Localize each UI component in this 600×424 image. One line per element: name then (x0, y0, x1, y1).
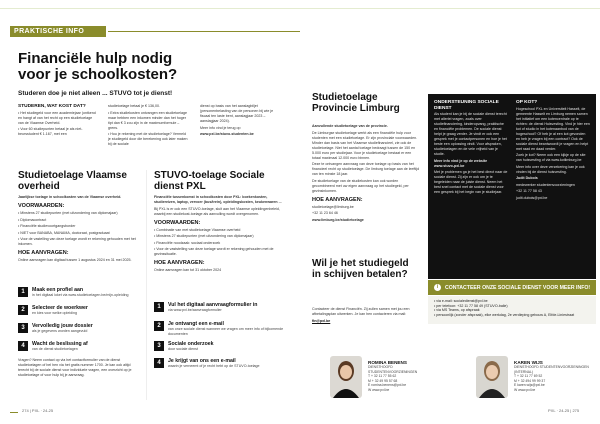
vlaams-title: Studietoelage Vlaamse overheid (18, 170, 127, 192)
limburg-title: Studietoelage Provincie Limburg (312, 92, 400, 114)
person-photo-icon (330, 356, 362, 398)
pxl-condition: • Voor de vaststelling van deze toelage wordt er rekening gehouden met de gezinssituatie. (154, 247, 274, 256)
person-line: T + 32 11 77 69 52 (514, 374, 543, 378)
limburg-text: De studietoelage van de studiekosten kan ook worden gecombineerd met uw eigen aanvraag op het studiegeld, per gezinsinkomen. (312, 178, 409, 193)
ondersteuning-link[interactable]: Meer info vind je op de website www.stuvo-pxl.be (434, 158, 488, 168)
person-line[interactable]: E karen.wijs@pxl.be (514, 383, 545, 387)
pxl-aanvragen-heading: HOE AANVRAGEN: (154, 260, 205, 266)
person-role: DIENSTHOOFD STUDENTENVOORZIENINGEN (368, 365, 418, 374)
stuvo-link[interactable]: www.pxl.be/stuvo-studenten.be (200, 132, 254, 136)
step-number: 3 (18, 323, 28, 333)
op-kot-col (516, 100, 590, 202)
person-line[interactable]: W www.pxl.be (514, 387, 536, 392)
step-sub: van de dienst studietoelagen (32, 347, 78, 351)
limburg-body (312, 124, 420, 224)
person-card-1 (368, 360, 428, 392)
contact-role: medewerker studentenvoorzieningen (516, 182, 575, 187)
schijven-title: Wil je het studiegeld in schijven betalen? (312, 258, 409, 280)
person-line: M + 32 49 95 57 68 (368, 378, 398, 383)
step-sub: van onze sociale dienst wanneer we vragen om meer info of bijkomende documenten (168, 327, 284, 336)
step-title: Selecteer de woerkwer (32, 305, 88, 311)
step-title: Sociale onderzoek (168, 341, 214, 347)
step-title: Je ontvangt een e-mail (168, 321, 224, 327)
contact-banner (428, 280, 596, 295)
intro-item: • Voor 60 studiepunten betaal je als niet-beursstudent € 1.167, met een (18, 127, 83, 136)
pxl-step-3 (154, 341, 284, 352)
pxl-step-4 (154, 358, 284, 369)
avatar (330, 356, 362, 398)
intro-col-3 (200, 104, 282, 139)
vlaams-condition: • Diplomacontract (18, 217, 47, 222)
ondersteuning-text: Met je problemen ga je het best direct naar de sociale dienst. Zij zijn er ook om je te begeleiden naar de juiste dienst. Neem het best snel contact met de sociale dienst voor een gesprek bij het begin van je studiejaar. (434, 170, 508, 194)
op-kot-heading: OP KOT? (516, 100, 538, 105)
vlaams-condition: • Voor de vastelling van deze toelage wordt er rekening gehouden met het inkomen. (18, 237, 136, 246)
step-sub: als je gegevens worden aangevuld (32, 329, 88, 333)
info-box (428, 94, 596, 279)
person-name: KAREN WIJS (514, 360, 543, 365)
step-title: Maak een profiel aan (32, 287, 84, 293)
vlaams-condition: • Financiële studievoortgangsborder (18, 224, 76, 228)
step-number: 4 (154, 358, 164, 368)
schijven-text: Contacteer de dienst Financiën. Zij zullen samen met jou een afbetalingsplan uitwerken. Je kan hen contacteren via mail: (312, 307, 410, 316)
contact-line[interactable]: • via e-mail: socialedienst@pxl.be (434, 299, 488, 303)
op-kot-text: Meer info over deze verzekering kan je ook vinden bij de dienst huisvesting. (516, 164, 585, 174)
intro-col-1 (18, 104, 96, 139)
intro-item: • Hou je rekening met de studietoelage? Vermeld je studiegeld door die berekening ook later maken bij de sociale (108, 132, 188, 146)
schijven-body (312, 307, 420, 325)
vlaams-condition: • NIET voor BANABA, MANAMA, doctoraat, postgraduaat (18, 230, 110, 235)
contact-name: Judit Dubois (516, 176, 538, 180)
intro-heading: STUDEREN, WAT KOST DAT? (18, 104, 86, 109)
intro-item: Meer info vind je terug op (200, 125, 241, 130)
avatar (476, 356, 508, 398)
limburg-link[interactable]: www.limburg.be/studietoelage (312, 217, 364, 222)
pxl-condition: • Financiële noodzaak: sociaal onderzoek (154, 240, 221, 245)
ondersteuning-col (434, 100, 508, 197)
step-sub: waarin je verneemt of je recht hebt op de STUVO-toelage (168, 364, 260, 368)
vlaams-intro: Jaarlijkse toelage in schoolkosten van de Vlaamse overheid. (18, 195, 122, 199)
intro-item: • Het studiegeld voor een academiejaar (ontkend en hangt af van het recht op een studietoelage van de Vlaamse Overheid. (18, 110, 96, 125)
op-kot-text: Hogeschool PXL en Universiteit Hasselt, de gemeente Hasselt en Limburg nemen samen het initiatief om een kotencentrale op te richten: de dienst Huisvesting. Vind je hier een kot of studio in het kotenaanbod van de hogeschool? Of heb je al een kot gevonden en heb je vragen bij een contract? Ook de sociale dienst beantwoordt je vragen en helpt met raad en daad verder. (516, 106, 590, 151)
pxl-step-2 (154, 321, 284, 336)
contact-mail[interactable]: judit.dubois@pxl.be (516, 195, 548, 200)
limburg-phone: +32 11 23 64 46 (312, 211, 338, 215)
ondersteuning-heading: ONDERSTEUNING SOCIALE DIENST (434, 100, 499, 111)
op-kot-text: Zoek je kot? Neem ook een kijkje op de site van huisvesting of via www.kotlimburg.be (516, 153, 586, 162)
lead-text: Studeren doe je niet alleen ... STUVO tot je dienst! (18, 90, 173, 97)
contact-line: • via MS Teams, op afspraak (434, 308, 480, 312)
person-line[interactable]: E romina.benens@pxl.be (368, 383, 407, 387)
page-title: Financiële hulp nodig voor je schoolkosten? (18, 50, 178, 83)
vlaams-condition: • Minstens 27 studiepunten (met uitzondering van diplomajaar) (18, 211, 118, 215)
fin-mail-link[interactable]: fin@pxl.be (312, 318, 331, 323)
vlaams-step-4 (18, 341, 138, 352)
vlaams-step-1 (18, 287, 138, 298)
pxl-voorwaarden-heading: VOORWAARDEN: (154, 219, 201, 226)
footer-right: PXL · 24-25 | 275 (548, 408, 580, 413)
intro-item: studietoelage betaal je € 136,00. (108, 104, 160, 108)
contact-banner-label: CONTACTEER ONZE SOCIALE DIENST VOOR MEER INFO! (445, 284, 591, 291)
pxl-extra: Bij PXL is er ook een STUVO-toelage, sluit aan het Vlaamse opleidingenbeleid, waarbij een studiekost-toelage als aanvulling wordt overgenomen. (154, 206, 280, 216)
step-number: 2 (18, 305, 28, 315)
person-line[interactable]: W www.pxl.be (368, 387, 390, 392)
footer-left: 274 | PXL · 24-25 (22, 408, 54, 413)
pxl-body (154, 195, 284, 275)
step-number: 1 (18, 287, 28, 297)
vlaams-voorwaarden-heading: VOORWAARDEN: (18, 203, 65, 209)
vlaams-footnote: Vragen? Neem contact op via het contactformulier van de dienst studietoelagen of bel hen via het gratis nummer 1700. Je kan ook altijd terecht bij de sociale dienst voor individuele vragen, een overzicht op je studietoelage of voor hulp bij je aanvraag. (18, 358, 132, 377)
footer-accent (10, 412, 18, 413)
step-title: Vervolledig jouw dossier (32, 323, 93, 329)
person-photo-icon (476, 356, 508, 398)
person-line: M + 32 494 99 99 37 (514, 378, 546, 383)
step-number: 1 (154, 302, 164, 312)
limburg-text: Deze te ontvangen aanvraag van deze toelage op basis van het financieel recht op studietoelage. De limburg toelage aan de leeftijd van ten minste 18 jaar. (312, 162, 420, 176)
contact-list (428, 296, 596, 324)
vlaams-step-2 (18, 305, 138, 316)
top-rule (0, 8, 600, 9)
pxl-title: STUVO-toelage Sociale dienst PXL (154, 170, 265, 192)
vlaams-step-3 (18, 323, 138, 334)
pxl-intro: Financiële tussenkomst in schoolkosten door PXL: boekenkosten, studiereizen, laptop, vervoer (bus/trein), opleidingskosten, keukenwaren ... (154, 195, 282, 204)
step-title: Wacht de beslissing af (32, 341, 88, 347)
limburg-text: De Limburgse studietoelage werkt als een financiële hulp voor studenten met een studietoelage. Er zijn provinciale voorwaarden. Minder dan basis van het Vlaamse studiefinancieel, zie ook de studietoelage. Niet het aantal toelage bedraagt tussen de 150 en 5.000 euro per studiejaar. Voor je studietoelage bestaat er een totaal maximaal 12.000 euro binnen. (312, 130, 418, 160)
vlaams-aanvragen-text: Online aanvragen kan digitaal tussen 1 augustus 2024 en 31 mei 2025. (18, 258, 132, 262)
step-sub: en kies voor welke opleiding (32, 311, 77, 315)
step-number: 2 (154, 321, 164, 331)
step-sub: in het digitaal loket via www.studietoelagen.be/mijn-opleiding (32, 293, 129, 297)
ondersteuning-text: Als student kan je bij de sociale dienst terecht met allerlei vragen, zoals over studiefinanciering, kinderopvang, praktische en financiële problemen. De sociale dienst helpt je graag verder. Je vindt er ook een gesprek met je contactpersonen en hoe je het beste een oplossing vindt. Voor afspraken, studietoelagen en de vele vrijheid van je studie. (434, 112, 507, 156)
vlaams-body (18, 195, 138, 265)
column-divider (146, 170, 147, 400)
pxl-condition: • Minstens 27 studiepunten (met uitzondering van diplomajaar) (154, 234, 254, 238)
step-number: 4 (18, 341, 28, 351)
limburg-sub: Aanvullende studietoelage van de provincie. (312, 124, 388, 128)
pxl-aanvragen-text: Online aanvragen kan tot 31 oktober 2024 (154, 268, 222, 272)
pxl-condition: • Combinatie van met studietoelage Vlaamse overheid (154, 227, 241, 232)
limburg-mail[interactable]: studietoelage@limburg.be (312, 204, 354, 209)
contact-tel: +32 11 77 58 43 (516, 189, 542, 193)
person-role: DIENSTHOOFD STUDENTENVOORZIENINGEN (INTERNAL) (514, 365, 589, 374)
step-title: Je krijgt van ons een e-mail (168, 358, 236, 364)
contact-line: • per telefoon: +32 11 77 58 49 (STUVO-balie) (434, 303, 508, 308)
intro-col-2 (108, 104, 188, 149)
limburg-aanvragen-heading: HOE AANVRAGEN: (312, 196, 363, 203)
vlaams-aanvragen-heading: HOE AANVRAGEN: (18, 250, 69, 256)
person-card-2 (514, 360, 594, 392)
section-tag: PRAKTISCHE INFO (10, 26, 106, 37)
step-number: 3 (154, 341, 164, 351)
person-name: ROMINA BENENS (368, 360, 407, 365)
contact-line: • persoonlijk (zonder afspraak), elke werkdag, 2e verdieping gebouw A, Elfde-Liniestraat (434, 312, 575, 317)
tag-rule (108, 31, 300, 32)
pxl-step-1 (154, 302, 284, 313)
step-sub: via www.pxl.be/aanvraagformulier (168, 308, 222, 312)
intro-item: dienst op basis van het aanslagbiljet (personenbelasting van de personen bij wie je fiscaal ten laste bent, aanslagjaar 2023 – aanslagjaar 2024). (200, 104, 274, 123)
step-sub: door sociale dienst (168, 347, 198, 351)
info-icon: i (434, 284, 441, 291)
step-title: Vul het digitaal aanvraagformulier in (168, 302, 258, 308)
intro-item: • Extra studiekosten ontvangen een studietoelage maar hebben een inkomen minder dan het hoger tipt dan € 3 zou zijn in de maximumformule – grens. (108, 110, 187, 130)
person-line: T + 32 11 77 55 62 (368, 374, 397, 378)
